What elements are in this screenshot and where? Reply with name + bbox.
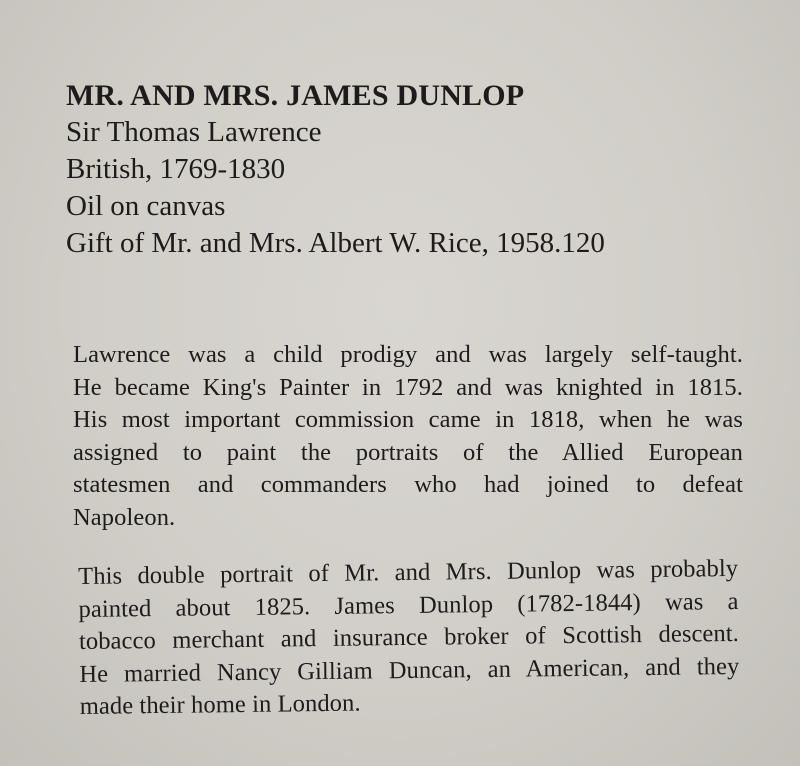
artist-nationality-dates: British, 1769-1830 <box>66 153 286 185</box>
paragraph-line: This double portrait of Mr. and Mrs. Dunlop was probably <box>78 554 739 590</box>
paragraph-line: tobacco merchant and insurance broker of Scottish descent. <box>78 619 740 655</box>
paragraph-line: statesmen and commanders who had joined to defeat <box>73 471 743 498</box>
paragraph-line: Napoleon. <box>73 503 176 531</box>
paragraph-line: assigned to paint the portraits of the Allied European <box>73 438 743 466</box>
label-header <box>66 78 766 262</box>
portrait-description-paragraph <box>78 553 740 724</box>
credit-line: Gift of Mr. and Mrs. Albert W. Rice, 1958.120 <box>66 227 605 259</box>
artwork-medium: Oil on canvas <box>66 190 226 222</box>
biography-paragraph <box>73 339 743 534</box>
artwork-title: MR. AND MRS. JAMES DUNLOP <box>66 79 525 112</box>
paragraph-line: He became King's Painter in 1792 and was knighted in 1815. <box>73 373 743 401</box>
paragraph-line: He married Nancy Gilliam Duncan, an American, and they <box>79 652 740 688</box>
paragraph-line: made their home in London. <box>79 689 361 720</box>
paragraph-line: painted about 1825. James Dunlop (1782-1844) was a <box>78 587 739 623</box>
paragraph-line: His most important commission came in 1818, when he was <box>73 406 743 433</box>
artist-name: Sir Thomas Lawrence <box>66 116 322 148</box>
paragraph-line: Lawrence was a child prodigy and was largely self-taught. <box>73 341 743 368</box>
